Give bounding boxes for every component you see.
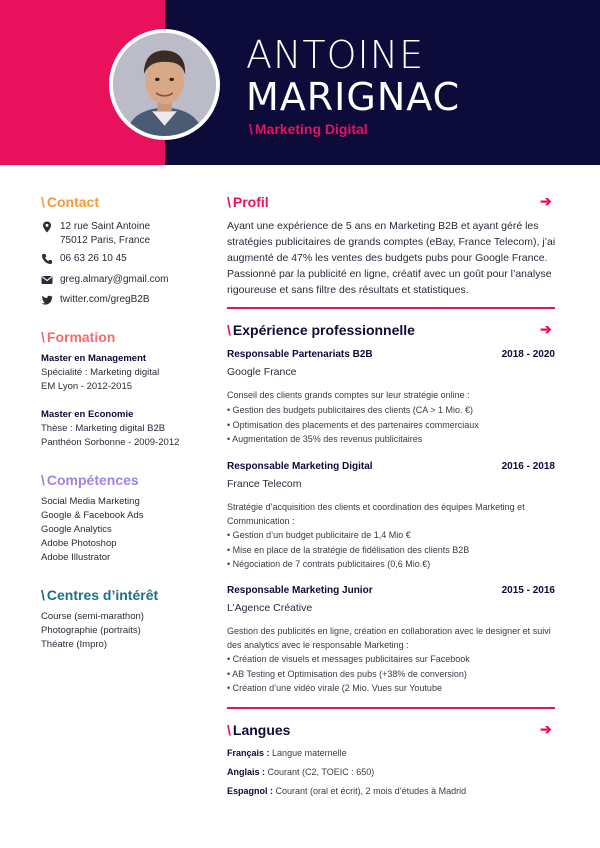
interets-heading: \ Centres d’intérêt (41, 587, 159, 603)
formation-title: Master en Management (41, 353, 147, 364)
list-item: • Création de visuels et messages publicitaires sur Facebook (227, 652, 557, 667)
job-description: Conseil des clients grands comptes sur leur stratégie online : (227, 390, 470, 400)
profil-heading: \ Profil (227, 194, 269, 210)
job-dates: 2016 - 2018 (501, 461, 555, 472)
list-item: • Création d’une vidéo virale (2 Mio. Vues sur Youtube (227, 681, 557, 696)
formation-line: EM Lyon - 2012-2015 (41, 381, 133, 392)
formation-line: Spécialité : Marketing digital (41, 367, 160, 378)
formation-line: Thèse : Marketing digital B2B (41, 423, 166, 434)
list-item: • Optimisation des placements et des partenaires commerciaux (227, 418, 557, 433)
portrait-image (113, 33, 216, 136)
avatar (109, 29, 220, 140)
language-item: Anglais : Courant (C2, TOEIC : 650) (227, 767, 375, 777)
phone-icon (41, 253, 53, 265)
job-description: Gestion des publicités en ligne, création en collaboration avec le designer et suivi des analytics avec le responsable Marketing : (227, 626, 551, 650)
language-item: Espagnol : Courant (oral et écrit), 2 mois d’études à Madrid (227, 786, 467, 796)
competences-heading: \ Compétences (41, 472, 139, 488)
job-role (249, 121, 368, 137)
skill-item: Google & Facebook Ads (41, 510, 144, 521)
experience-heading: \ Expérience professionnelle (227, 322, 415, 338)
mail-icon (41, 274, 53, 286)
list-item: • Négociation de 7 contrats publicitaires (0,6 Mio.€) (227, 557, 557, 572)
language-item: Français : Langue maternelle (227, 748, 347, 758)
location-pin-icon (41, 221, 53, 233)
job-company: France Telecom (227, 478, 302, 490)
email-link[interactable]: greg.almary@gmail.com (60, 274, 169, 285)
slash-accent: \ (249, 121, 253, 137)
skill-item: Adobe Photoshop (41, 538, 117, 549)
contact-address (41, 220, 150, 248)
job-bullets (227, 652, 557, 696)
section-divider (227, 707, 555, 709)
job-description: Stratégie d’acquisition des clients et coordination des équipes Marketing et Communication : (227, 502, 525, 526)
skill-item: Google Analytics (41, 524, 112, 535)
contact-phone (41, 252, 127, 266)
address-line-2: 75012 Paris, France (60, 235, 151, 246)
job-title: Responsable Marketing Junior (227, 585, 373, 596)
first-name: ANTOINE (246, 33, 425, 77)
profile-text: Ayant une expérience de 5 ans en Marketing B2B et ayant géré les stratégies publicitaires de grands comptes (eBay, France Telecom), j’ai augmenté de 47% les ventes des budgets pubs pour Google France. Passionné par la publicité en ligne, créatif avec un goût pour l’analyse rigoureuse et sans filtre des résultats et statistiques. (227, 220, 556, 296)
list-item: • AB Testing et Optimisation des pubs (+38% de conversion) (227, 667, 557, 682)
skill-item: Social Media Marketing (41, 496, 140, 507)
list-item: • Gestion d’un budget publicitaire de 1,4 Mio € (227, 528, 557, 543)
last-name: MARIGNAC (246, 75, 461, 119)
section-divider (227, 307, 555, 309)
address-line-1: 12 rue Saint Antoine (60, 221, 151, 232)
job-bullets (227, 528, 557, 572)
job-dates: 2015 - 2016 (501, 585, 555, 596)
list-item: • Augmentation de 35% des revenus publicitaires (227, 432, 557, 447)
job-title: Responsable Marketing Digital (227, 461, 373, 472)
twitter-icon (41, 294, 53, 306)
contact-heading: \ Contact (41, 194, 100, 210)
arrow-right-icon: ➔ (540, 193, 552, 209)
job-title: Responsable Partenariats B2B (227, 349, 373, 360)
job-bullets (227, 403, 557, 447)
interest-item: Théatre (Impro) (41, 639, 107, 650)
interest-item: Photographie (portraits) (41, 625, 141, 636)
candidate-name (246, 34, 460, 118)
phone-number[interactable]: 06 63 26 10 45 (60, 253, 127, 264)
formation-line: Panthéon Sorbonne - 2009-2012 (41, 437, 180, 448)
arrow-right-icon: ➔ (540, 721, 552, 737)
arrow-right-icon: ➔ (540, 321, 552, 337)
job-company: Google France (227, 366, 297, 378)
list-item: • Mise en place de la stratégie de fidélisation des clients B2B (227, 543, 557, 558)
formation-heading: \ Formation (41, 329, 116, 345)
formation-title: Master en Economie (41, 409, 134, 420)
interest-item: Course (semi-marathon) (41, 611, 144, 622)
contact-email (41, 273, 169, 287)
langues-heading: \ Langues (227, 722, 291, 738)
list-item: • Gestion des budgets publicitaires des clients (CA > 1 Mio. €) (227, 403, 557, 418)
job-company: L’Agence Créative (227, 602, 313, 614)
twitter-link[interactable]: twitter.com/gregB2B (60, 294, 150, 305)
job-role-label: Marketing Digital (254, 121, 368, 137)
skill-item: Adobe Illustrator (41, 552, 111, 563)
job-dates: 2018 - 2020 (501, 349, 555, 360)
contact-twitter (41, 293, 149, 307)
